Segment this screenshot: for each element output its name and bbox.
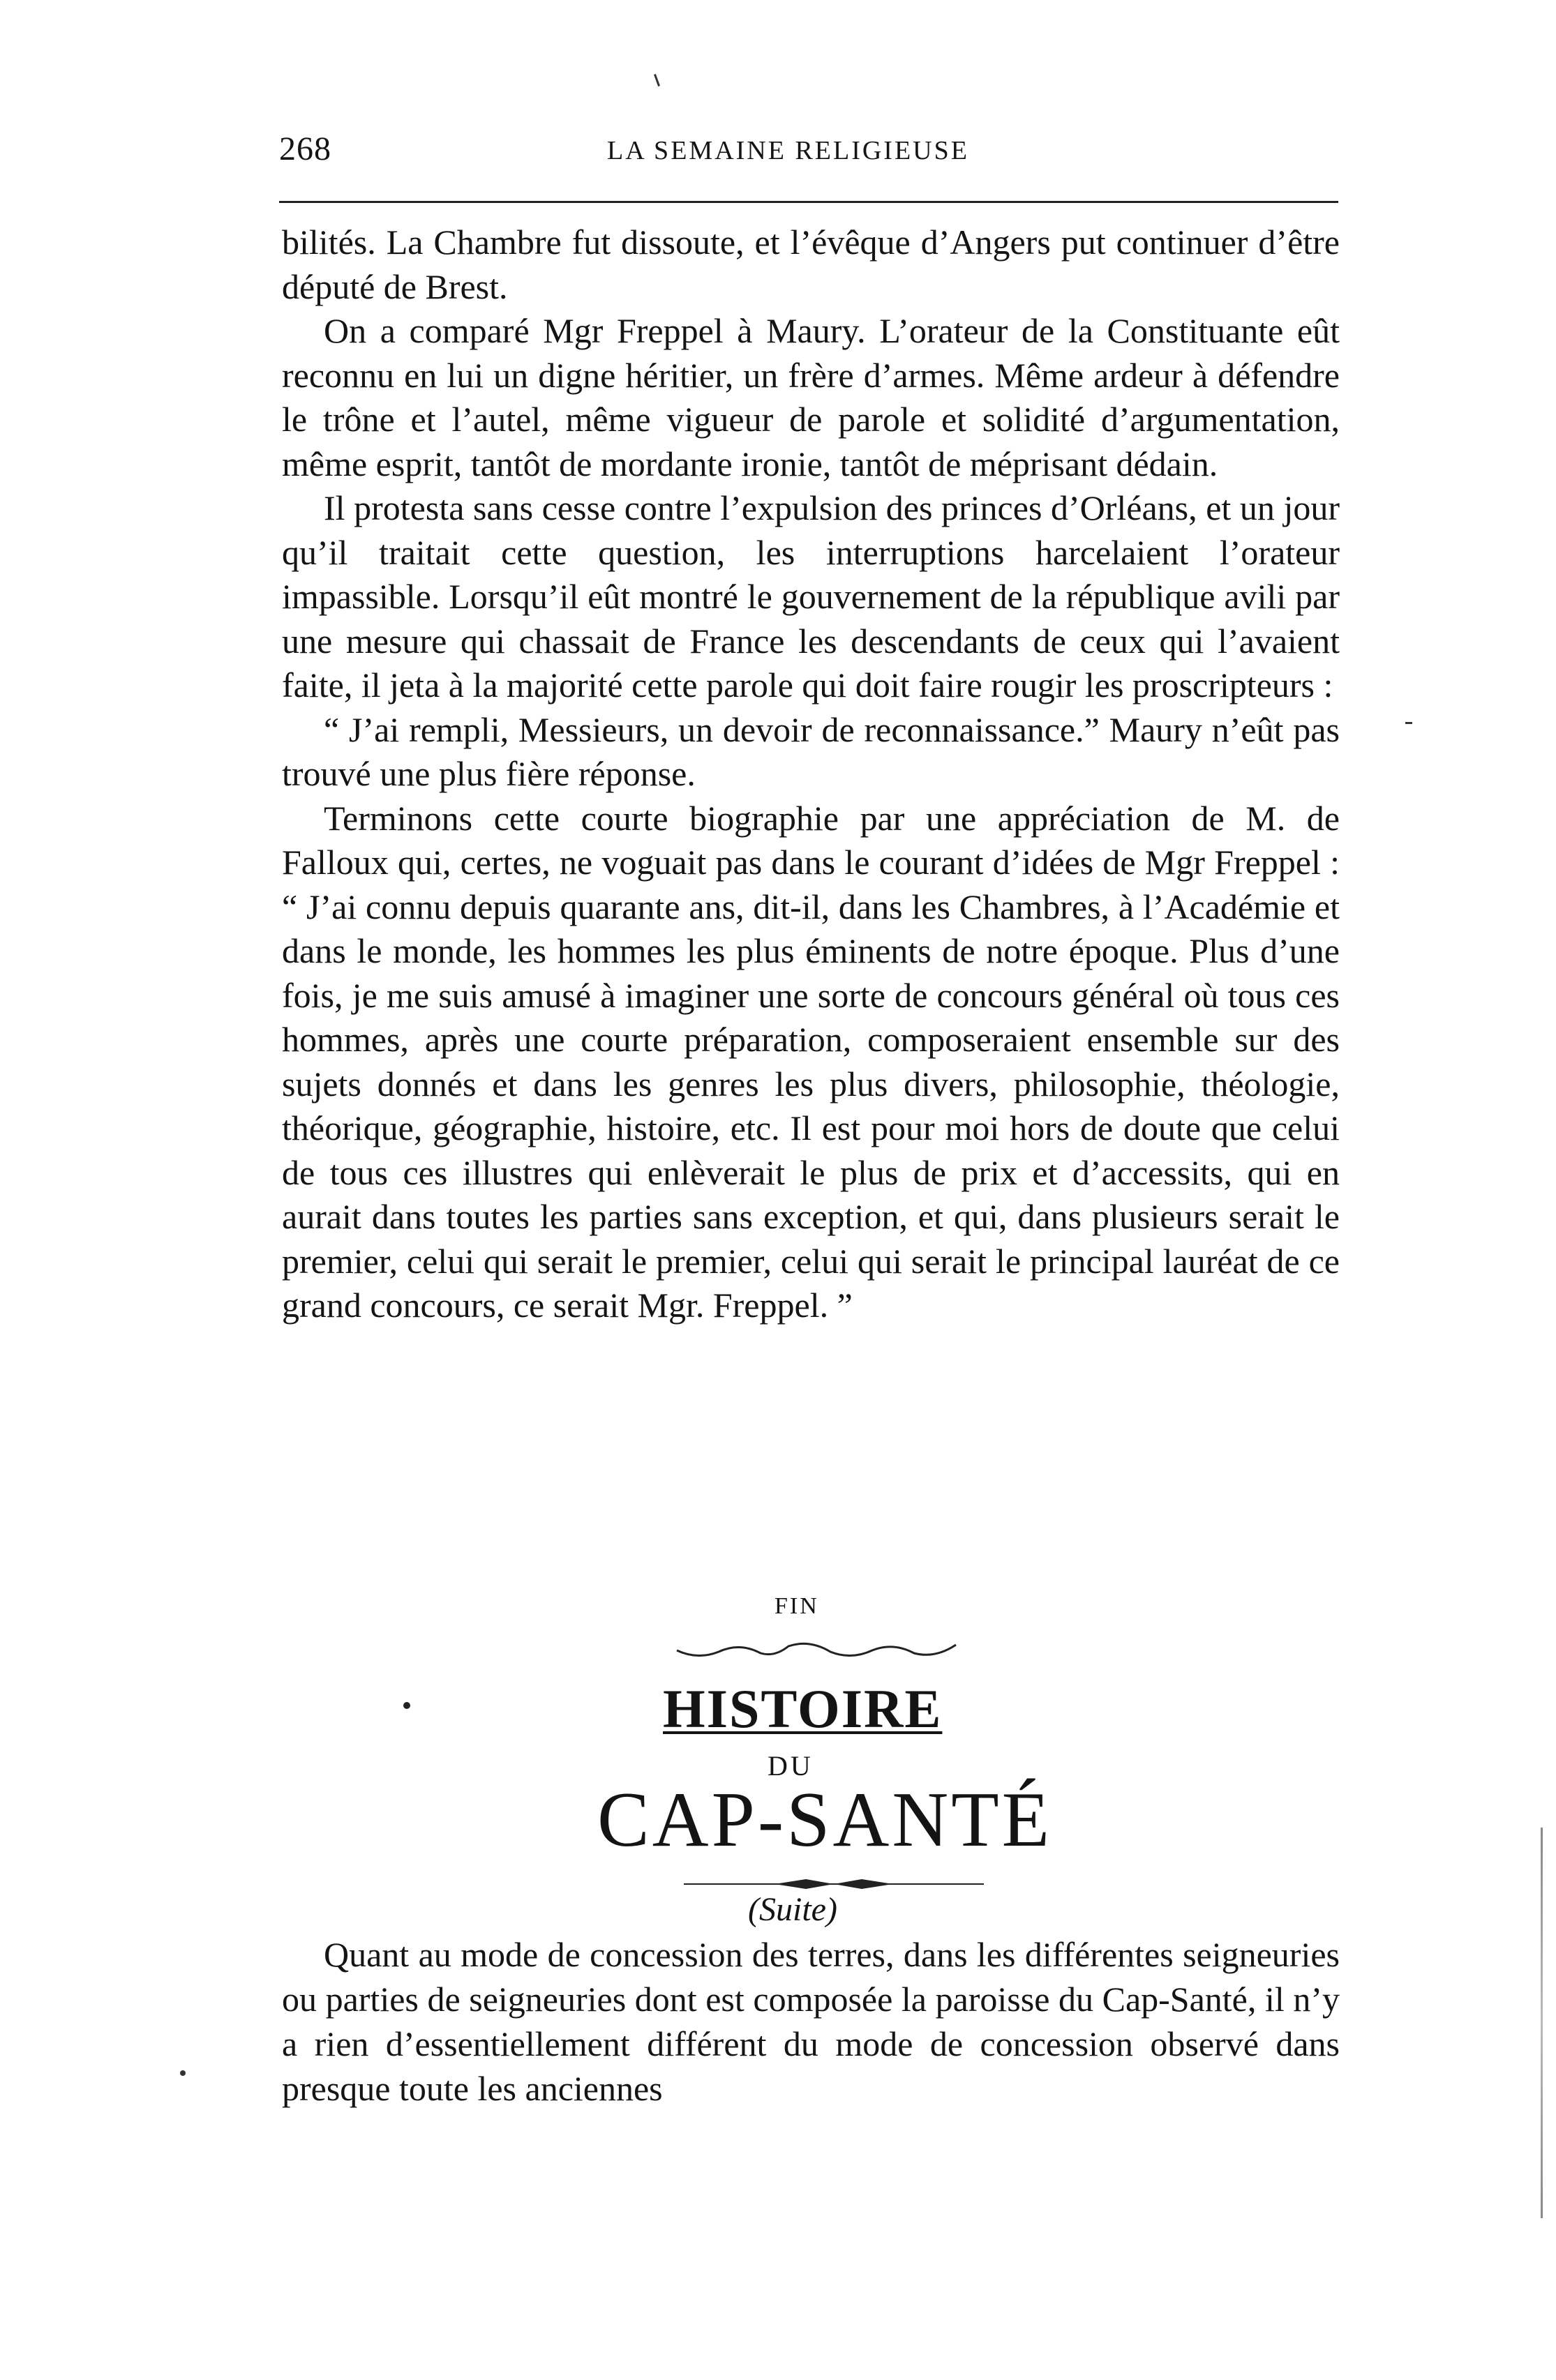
running-head <box>279 130 1340 172</box>
page-number: 268 <box>279 130 331 167</box>
stray-mark <box>180 2070 186 2076</box>
squiggle-ornament <box>670 1636 963 1662</box>
section-subtitle: CAP-SANTÉ <box>597 1777 1053 1863</box>
paragraph: Il protesta sans cesse contre l’expulsion des princes d’Orléans, et un jour qu’il traitait cette question, les interruptions harcelaient l’orateur impassible. Lorsqu’il eût montré le gouvernement de la république avili par une mesure qui chassait de France les descendants de ceux qui l’avaient faite, il jeta à la majorité cette parole qui doit faire rougir les proscripteurs : <box>282 488 1340 705</box>
fin-label: FIN <box>775 1593 819 1619</box>
section-title-du: DU <box>768 1750 814 1782</box>
article-body <box>282 220 1340 1328</box>
section-body <box>282 1932 1340 2111</box>
stray-mark <box>1405 722 1412 724</box>
paragraph: Quant au mode de concession des terres, dans les différentes seigneuries ou parties de seigneuries dont est composée la paroisse du Cap-Santé, il n’y a rien d’essentiellement différent du mode de concession observé dans presque toute les anciennes <box>282 1935 1340 2108</box>
divider-ornament <box>684 1876 984 1892</box>
stray-mark <box>654 74 660 86</box>
paragraph: bilités. La Chambre fut dissoute, et l’évêque d’Angers put continuer d’être député de Brest. <box>282 223 1340 306</box>
page-edge-mark <box>1541 1828 1543 2218</box>
suite-label: (Suite) <box>748 1891 837 1928</box>
header-rule <box>279 201 1338 203</box>
paragraph: On a comparé Mgr Freppel à Maury. L’orateur de la Constituante eût reconnu en lui un digne héritier, un frère d’armes. Même ardeur à défendre le trône et l’autel, même vigueur de parole et solidité d’argumentation, même esprit, tantôt de mordante ironie, tantôt de méprisant dédain. <box>282 311 1340 483</box>
paragraph: Terminons cette courte biographie par une appréciation de M. de Falloux qui, certes, ne voguait pas dans le courant d’idées de Mgr Freppel : “ J’ai connu depuis quarante ans, dit-il, dans les Chambres, à l’Académie et dans le monde, les hommes les plus éminents de notre époque. Plus d’une fois, je me suis amusé à imaginer une sorte de concours général où tous ces hommes, après une courte préparation, composeraient ensemble sur des sujets donnés et dans les genres les plus divers, philosophie, théologie, théorique, géographie, histoire, etc. Il est pour moi hors de doute que celui de tous ces illustres qui enlèverait le plus de prix et d’accessits, qui en aurait dans toutes les parties sans exception, et qui, dans plusieurs serait le premier, celui qui serait le premier, celui qui serait le principal lauréat de ce grand concours, ce serait Mgr. Freppel. ” <box>282 798 1340 1325</box>
paragraph: “ J’ai rempli, Messieurs, un devoir de reconnaissance.” Maury n’eût pas trouvé une plus fière réponse. <box>282 709 1340 793</box>
stray-dot <box>403 1702 410 1709</box>
section-title: HISTOIRE <box>663 1678 943 1739</box>
journal-title: LA SEMAINE RELIGIEUSE <box>607 136 969 165</box>
